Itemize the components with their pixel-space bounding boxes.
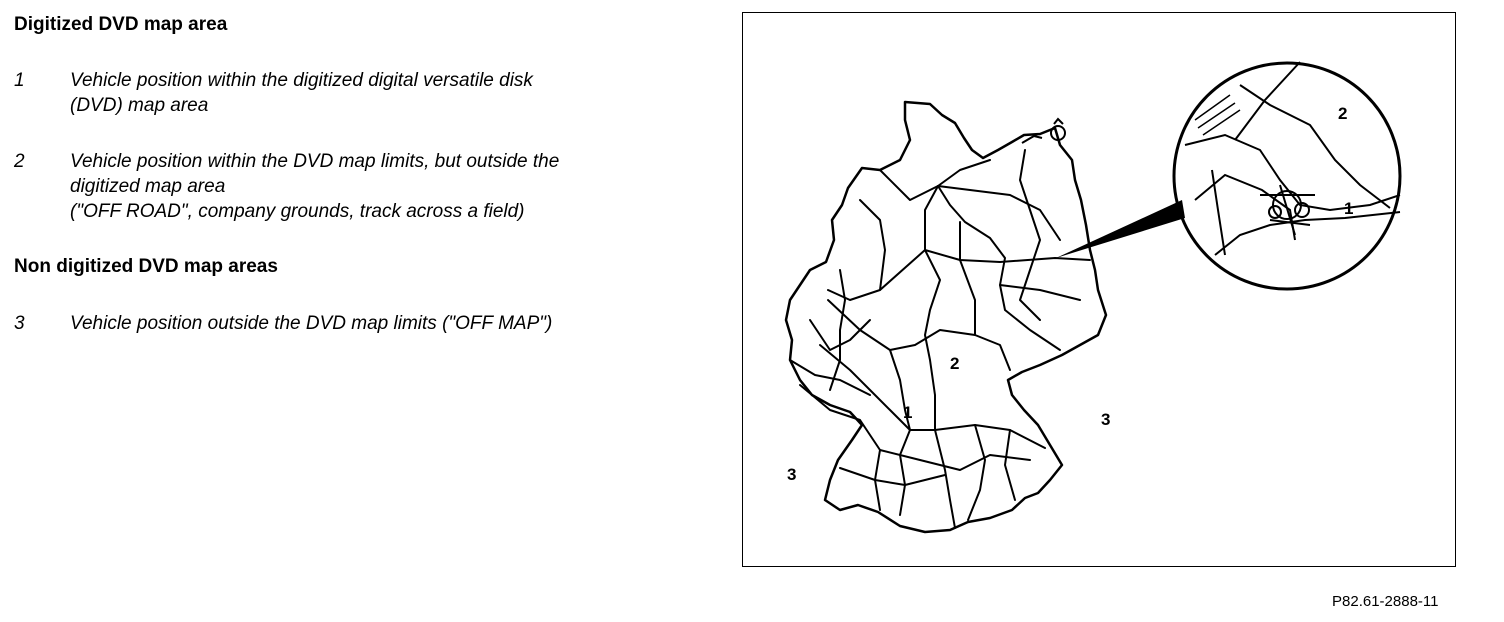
heading-non-digitized-map-areas: Non digitized DVD map areas	[14, 256, 278, 277]
legend-line: Vehicle position within the digitized digital versatile disk	[70, 70, 533, 91]
legend-line: Vehicle position within the DVD map limits, but outside the	[70, 151, 560, 172]
heading-digitized-map-area: Digitized DVD map area	[14, 14, 228, 35]
callout-map-off-map-right: 3	[1101, 410, 1111, 429]
legend-line: (DVD) map area	[70, 95, 209, 116]
callout-map-vehicle-digitized: 1	[903, 403, 913, 422]
legend-line: Vehicle position outside the DVD map limits ("OFF MAP")	[70, 313, 553, 334]
zoom-pointer	[1056, 200, 1185, 258]
legend-number: 2	[14, 151, 25, 172]
legend-number: 3	[14, 313, 25, 334]
legend-line: digitized map area	[70, 176, 226, 197]
callout-map-off-map-left: 3	[787, 465, 797, 484]
zoom-magnifier	[1174, 62, 1400, 289]
legend-line: ("OFF ROAD", company grounds, track across a field)	[70, 201, 525, 222]
figure-reference-code: P82.61-2888-11	[1332, 593, 1439, 610]
legend-number: 1	[14, 70, 25, 91]
callout-zoom-vehicle: 1	[1344, 199, 1354, 218]
island-symbol	[1022, 119, 1065, 143]
callout-map-1-digitized: 2	[950, 354, 960, 373]
callout-zoom-off-road: 2	[1338, 104, 1348, 123]
road-network	[790, 150, 1090, 528]
